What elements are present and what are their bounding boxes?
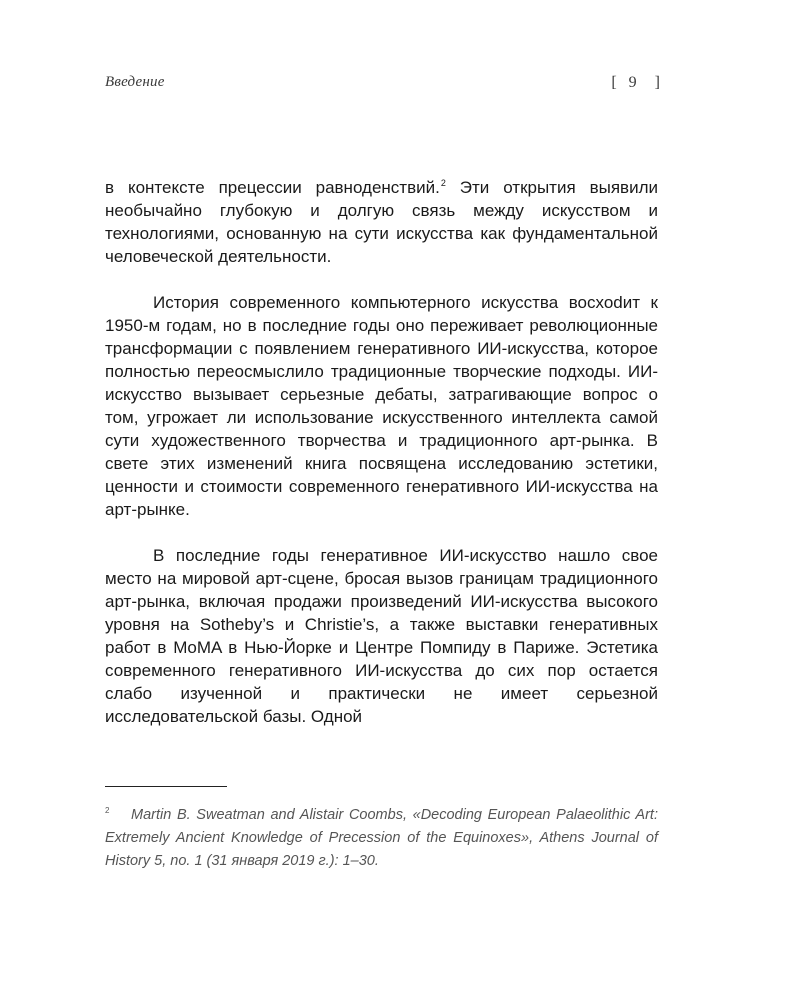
paragraph-continuation	[105, 176, 658, 268]
paragraph-2: История современного компьютерного искусства восхоdит к 1950-м годам, но в последние годы оно переживает революционные трансформации с появлением генеративного ИИ-искусства, которое полностью переосмыслило традиционные творческие подходы. ИИ-искусство вызывает серьезные дебаты, затрагивающие вопрос о том, угрожает ли использование искусственного интеллекта самой сути художественного творчества и традиционного арт-рынка. В свете этих изменений книга посвящена исследованию эстетики, ценности и стоимости современного генеративного ИИ-искусства на арт-рынке.	[105, 293, 658, 519]
page-number	[611, 74, 660, 92]
footnote-reference[interactable]: 2	[440, 178, 446, 189]
page-number-value: 9	[628, 74, 643, 91]
running-title: Введение	[105, 74, 165, 90]
page-number-open-bracket: [	[611, 74, 617, 91]
footnote: 2 Martin B. Sweatman and Alistair Coombs, «Decoding European Palaeolithic Art: Extremely Ancient Knowledge of Precession of the Equinoxes», Athens Journal of History 5, no. 1 (31 января 2019 г.): 1–30.	[105, 806, 658, 869]
footnote-divider	[105, 786, 227, 787]
running-header	[105, 74, 660, 96]
footnote-text: Martin B. Sweatman and Alistair Coombs, «Decoding European Palaeolithic Art: Extremely Ancient Knowledge of Precession of the Equinoxes», Athens Journal of History 5, no. 1 (31 января 2019 г.): 1–30.	[105, 807, 658, 869]
body-text	[105, 176, 658, 728]
page-number-close-bracket: ]	[654, 74, 660, 91]
paragraph-3: В последние годы генеративное ИИ-искусство нашло свое место на мировой арт-сцене, бросая вызов границам традиционного арт-рынка, включая продажи произведений ИИ-искусства высокого уровня на Sotheby’s и Christie’s, а также выставки генеративных работ в MoMA в Нью-Йорке и Центре Помпиду в Париже. Эстетика современного генеративного ИИ-искусства до сих пор остается слабо изученной и практически не имеет серьезной исследовательской базы. Одной	[105, 546, 658, 726]
paragraph-1-text-start: в контексте прецессии равноденствий.	[105, 178, 440, 197]
paragraph-1-text-end: Эти открытия выявили необычайно глубокую и долгую связь между искусством и технологиями, основанную на сути искусства как фундаментальной человеческой деятельности.	[105, 178, 658, 266]
